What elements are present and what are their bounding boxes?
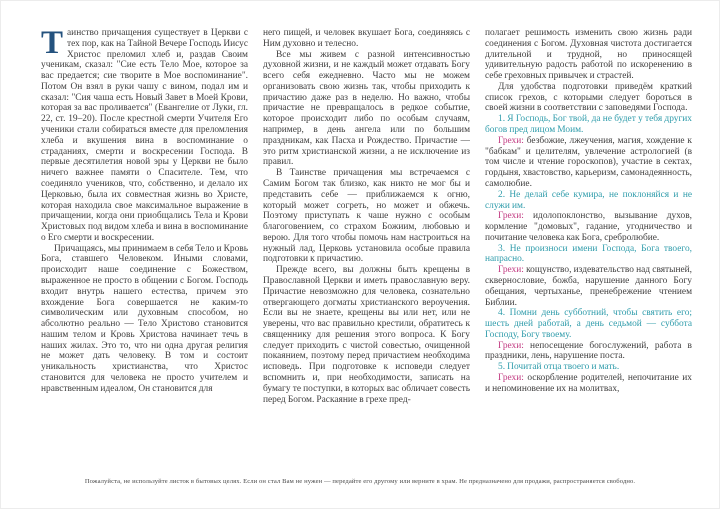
sins-paragraph: Грехи: непосещение богослужений, работа в праздники, лень, нарушение поста. [485, 340, 692, 362]
body-paragraph: Все мы живем с разной интенсивностью духовной жизни, и не каждый может отдавать Богу всего себя ежедневно. Часто мы не можем организовать свою жизнь так, чтобы приходить к причастию даже раз в неделю. Но важно, чтобы причастие не превращалось в редкое событие, которое происходит либо по особым случаям, например, в день ангела или по большим праздникам, как Пасха и Рождество. Причастие — это ритм христианской жизни, а не исключение из правил. [263, 49, 470, 168]
body-paragraph: Прежде всего, вы должны быть крещены в Православной Церкви и иметь православную веру. Причастие невозможно для человека, сознательно отвергающего догматы христианского вероучения. Если вы не знаете, крещены вы или нет, или не уверены, что вас правильно крестили, обратитесь к священнику для решения этого вопроса. К Богу следует приходить с чистой совестью, очищенной покаянием, поэтому перед причастием необходима исповедь. При подготовке к исповеди следует вспомнить и, при необходимости, записать на бумагу те поступки, в которых вас обличает совесть перед Богом. Раскаяние в грехе пред- [263, 265, 470, 405]
dropcap-letter: Т [41, 28, 64, 61]
commandment-paragraph: 5. Почитай отца твоего и мать. [498, 362, 620, 373]
text-column [485, 28, 692, 464]
body-paragraph: В Таинстве причащения мы встречаемся с Самим Богом так близко, как никто не мог бы и представить себе — приближаемся к огню, который может согреть, но может и обжечь. Поэтому приступать к чаше нужно с особым благоговением, со страхом Божиим, любовью и верою. Для того чтобы помочь нам настроиться на нужный лад, Церковь установила особые правила подготовки к причастию. [263, 168, 470, 265]
sins-label: Грехи: [498, 135, 527, 146]
body-paragraph: полагает решимость изменить свою жизнь ради соединения с Богом. Духовная чистота достигается длительной и трудной, но приносящей удивительную радость работой по искоренению в себе греховных привычек и страстей. [485, 28, 692, 82]
commandment-paragraph: 2. Не делай себе кумира, не поклоняйся и не служи им. [485, 189, 692, 211]
body-paragraph: Таинство причащения существует в Церкви с тех пор, как на Тайной Вечере Господь Иисус Христос преломил хлеб и, раздав Своим ученикам, сказал: "Сие есть Тело Мое, которое за вас предается; сие творите в Мое воспоминание". Потом Он взял в руки чашу с вином, подал им и сказал: "Сия чаша есть Новый Завет в Моей Крови, которая за вас проливается" (Евангелие от Луки, гл. 22, ст. 19–20). После крестной смерти Учителя Его ученики стали собираться вместе для преломления хлеба и вкушения вина в воспоминание о страданиях, смерти и воскресении Господа. В первые десятилетия новой эры у Церкви не было ничего важнее памяти о Спасителе. Тем, что соединяло учеников, что, собственно, и делало их Церковью, была их совместная жизнь во Христе, которая находила свое максимальное выражение в причащении, когда они приобщались Тела и Крови Христовых под видом хлеба и вина в воспоминание о Его смерти и воскресении. [41, 28, 248, 243]
body-paragraph: него пищей, и человек вкушает Бога, соединяясь с Ним духовно и телесно. [263, 28, 470, 49]
sins-label: Грехи: [498, 373, 528, 383]
sins-paragraph: Грехи: кощунство, издевательство над святыней, сквернословие, божба, нарушение данного Богу обещания, чертыханье, пренебрежение чтением Библии. [485, 265, 692, 308]
commandment-paragraph: 1. Я Господь, Бог твой, да не будет у тебя других богов пред лицом Моим. [485, 114, 692, 136]
text-column [263, 28, 470, 464]
sins-paragraph: Грехи: оскорбление родителей, непочитание их и непоминовение их на молитвах, [485, 373, 692, 394]
sins-label: Грехи: [498, 211, 534, 222]
text-columns [41, 28, 693, 464]
sins-paragraph: Грехи: идолопоклонство, вызывание духов, кормление "домовых", гадание, угодничество и почитание человека как Бога, сребролюбие. [485, 211, 692, 243]
footer-note: Пожалуйста, не используйте листок в бытовых целях. Если он стал Вам не нужен — передайте его другому или верните в храм. Не предназначено для продажи, распространяется свободно. [84, 478, 636, 485]
sins-label: Грехи: [498, 265, 527, 276]
sins-paragraph: Грехи: безбожие, лжеучения, магия, хождение к "бабкам" и целителям, увлечение астрологией (в том числе и чтение гороскопов), участие в сектах, гордыня, хвастовство, карьеризм, самонадеянность, самолюбие. [485, 135, 692, 189]
body-paragraph: Для удобства подготовки приведём краткий список грехов, с которыми следует бороться в своей жизни в соответствии с заповедями Господа. [485, 81, 692, 114]
sins-label: Грехи: [498, 340, 531, 351]
commandment-paragraph: 4. Помни день субботний, чтобы святить его; шесть дней работай, а день седьмой — суббота Господу, Богу твоему. [485, 308, 692, 340]
commandment-paragraph: 3. Не произноси имени Господа, Бога твоего, напрасно. [485, 243, 692, 265]
text-column [41, 28, 248, 464]
body-paragraph: Причащаясь, мы принимаем в себя Тело и Кровь Бога, ставшего Человеком. Иными словами, происходит наше соединение с Божеством, выраженное не просто в общении с Богом. Господь входит внутрь нашего естества, причем это вхождение Бога совершается не каким-то символическим или духовным способом, но абсолютно реально — Тело Христово становится нашим телом и Кровь Христова начинает течь в наших жилах. Это то, что ни одна другая религия не может дать человеку. В том и состоит уникальность христианства, что Христос становится для человека не просто учителем и нравственным идеалом, Он становится для [41, 243, 248, 394]
